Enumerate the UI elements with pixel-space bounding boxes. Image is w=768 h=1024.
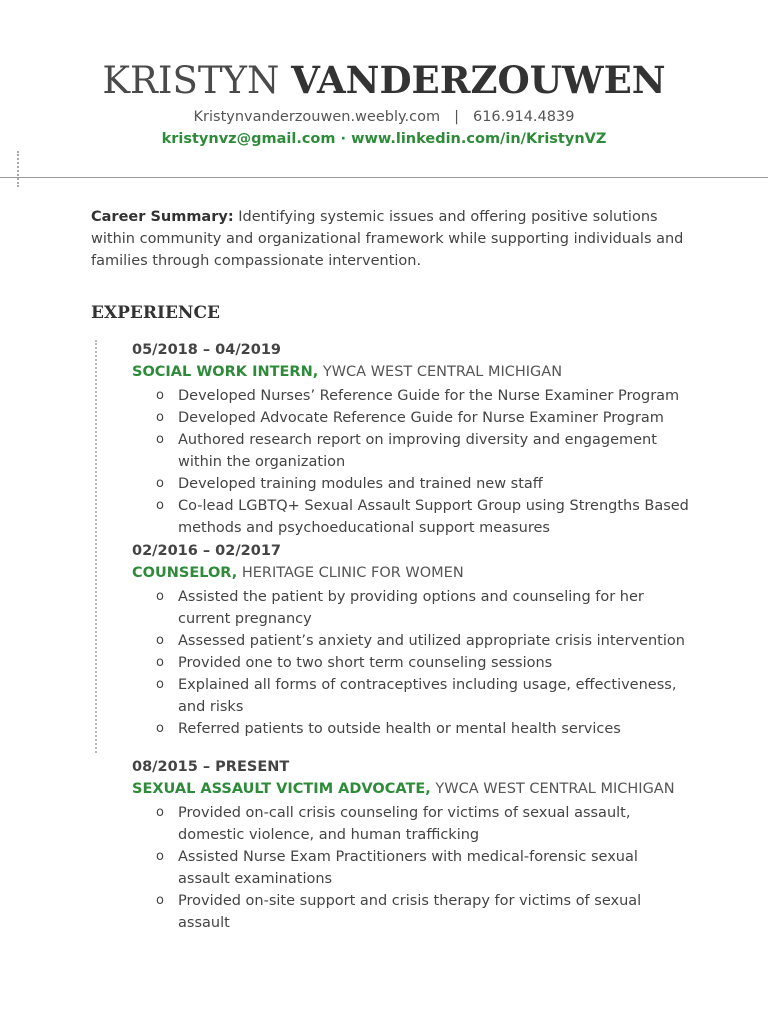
- bullet-text: Explained all forms of contraceptives including usage, effectiveness, and risks: [178, 677, 677, 715]
- contact-separator: |: [454, 109, 459, 125]
- circle-bullet-icon: o: [156, 721, 164, 736]
- job-entry: [132, 540, 692, 740]
- bullet-text: Assisted Nurse Exam Practitioners with medical-forensic sexual assault examinations: [178, 849, 638, 887]
- list-item: [132, 630, 692, 652]
- job-title: [132, 361, 692, 383]
- job-entry: [132, 756, 692, 934]
- circle-bullet-icon: o: [156, 893, 164, 908]
- job-title: [132, 562, 692, 584]
- website-link[interactable]: Kristynvanderzouwen.weebly.com: [193, 109, 441, 125]
- circle-bullet-icon: o: [156, 633, 164, 648]
- circle-bullet-icon: o: [156, 849, 164, 864]
- job-dates: 08/2015 – PRESENT: [132, 759, 290, 775]
- list-item: [132, 890, 692, 934]
- job-bullets: [132, 385, 692, 539]
- job-org: YWCA WEST CENTRAL MICHIGAN: [435, 781, 675, 797]
- career-summary: [91, 206, 691, 272]
- bullet-text: Provided on-site support and crisis therapy for victims of sexual assault: [178, 893, 642, 931]
- first-name: KRISTYN: [102, 59, 280, 102]
- contact-line-2[interactable]: kristynvz@gmail.com · www.linkedin.com/in/KristynVZ: [161, 131, 607, 147]
- job-role: SEXUAL ASSAULT VICTIM ADVOCATE,: [132, 781, 431, 797]
- job-dates: 05/2018 – 04/2019: [132, 342, 282, 358]
- bullet-text: Developed Advocate Reference Guide for Nurse Examiner Program: [178, 410, 664, 426]
- circle-bullet-icon: o: [156, 805, 164, 820]
- margin-marker: [17, 151, 19, 187]
- list-item: [132, 674, 692, 718]
- circle-bullet-icon: o: [156, 677, 164, 692]
- list-item: [132, 718, 692, 740]
- bullet-text: Assessed patient’s anxiety and utilized appropriate crisis intervention: [178, 633, 685, 649]
- job-org: YWCA WEST CENTRAL MICHIGAN: [322, 364, 563, 380]
- circle-bullet-icon: o: [156, 388, 164, 403]
- circle-bullet-icon: o: [156, 432, 164, 447]
- list-item: [132, 407, 692, 429]
- circle-bullet-icon: o: [156, 410, 164, 425]
- experience-heading: EXPERIENCE: [91, 303, 220, 323]
- career-summary-text: Identifying systemic issues and offering positive solutions within community and organizational framework while supporting individuals and families through compassionate intervention.: [91, 209, 684, 269]
- resume-name: [0, 58, 768, 102]
- job-bullets: [132, 586, 692, 740]
- bullet-text: Assisted the patient by providing options and counseling for her current pregnancy: [178, 589, 644, 627]
- header-divider: [0, 177, 768, 178]
- bullet-text: Developed Nurses’ Reference Guide for the Nurse Examiner Program: [178, 388, 680, 404]
- section-dotted-line: [95, 340, 97, 753]
- list-item: [132, 385, 692, 407]
- list-item: [132, 846, 692, 890]
- circle-bullet-icon: o: [156, 476, 164, 491]
- list-item: [132, 429, 692, 473]
- job-role: SOCIAL WORK INTERN,: [132, 364, 319, 380]
- bullet-text: Co-lead LGBTQ+ Sexual Assault Support Group using Strengths Based methods and psychoeducational support measures: [178, 498, 689, 536]
- list-item: [132, 802, 692, 846]
- bullet-text: Referred patients to outside health or mental health services: [178, 721, 621, 737]
- job-dates: 02/2016 – 02/2017: [132, 543, 282, 559]
- career-summary-label: Career Summary:: [91, 209, 234, 225]
- job-org: HERITAGE CLINIC FOR WOMEN: [241, 565, 464, 581]
- last-name: VANDERZOUWEN: [291, 58, 666, 102]
- bullet-text: Developed training modules and trained new staff: [178, 476, 543, 492]
- bullet-text: Provided one to two short term counseling sessions: [178, 655, 553, 671]
- list-item: [132, 473, 692, 495]
- circle-bullet-icon: o: [156, 655, 164, 670]
- job-title: [132, 778, 692, 800]
- list-item: [132, 495, 692, 539]
- job-entry: [132, 339, 692, 539]
- contact-line-1: [0, 109, 768, 125]
- job-bullets: [132, 802, 692, 934]
- circle-bullet-icon: o: [156, 498, 164, 513]
- list-item: [132, 652, 692, 674]
- bullet-text: Provided on-call crisis counseling for victims of sexual assault, domestic violence, and human trafficking: [178, 805, 631, 843]
- bullet-text: Authored research report on improving diversity and engagement within the organization: [178, 432, 657, 470]
- list-item: [132, 586, 692, 630]
- circle-bullet-icon: o: [156, 589, 164, 604]
- phone-number: 616.914.4839: [472, 109, 575, 125]
- job-role: COUNSELOR,: [132, 565, 238, 581]
